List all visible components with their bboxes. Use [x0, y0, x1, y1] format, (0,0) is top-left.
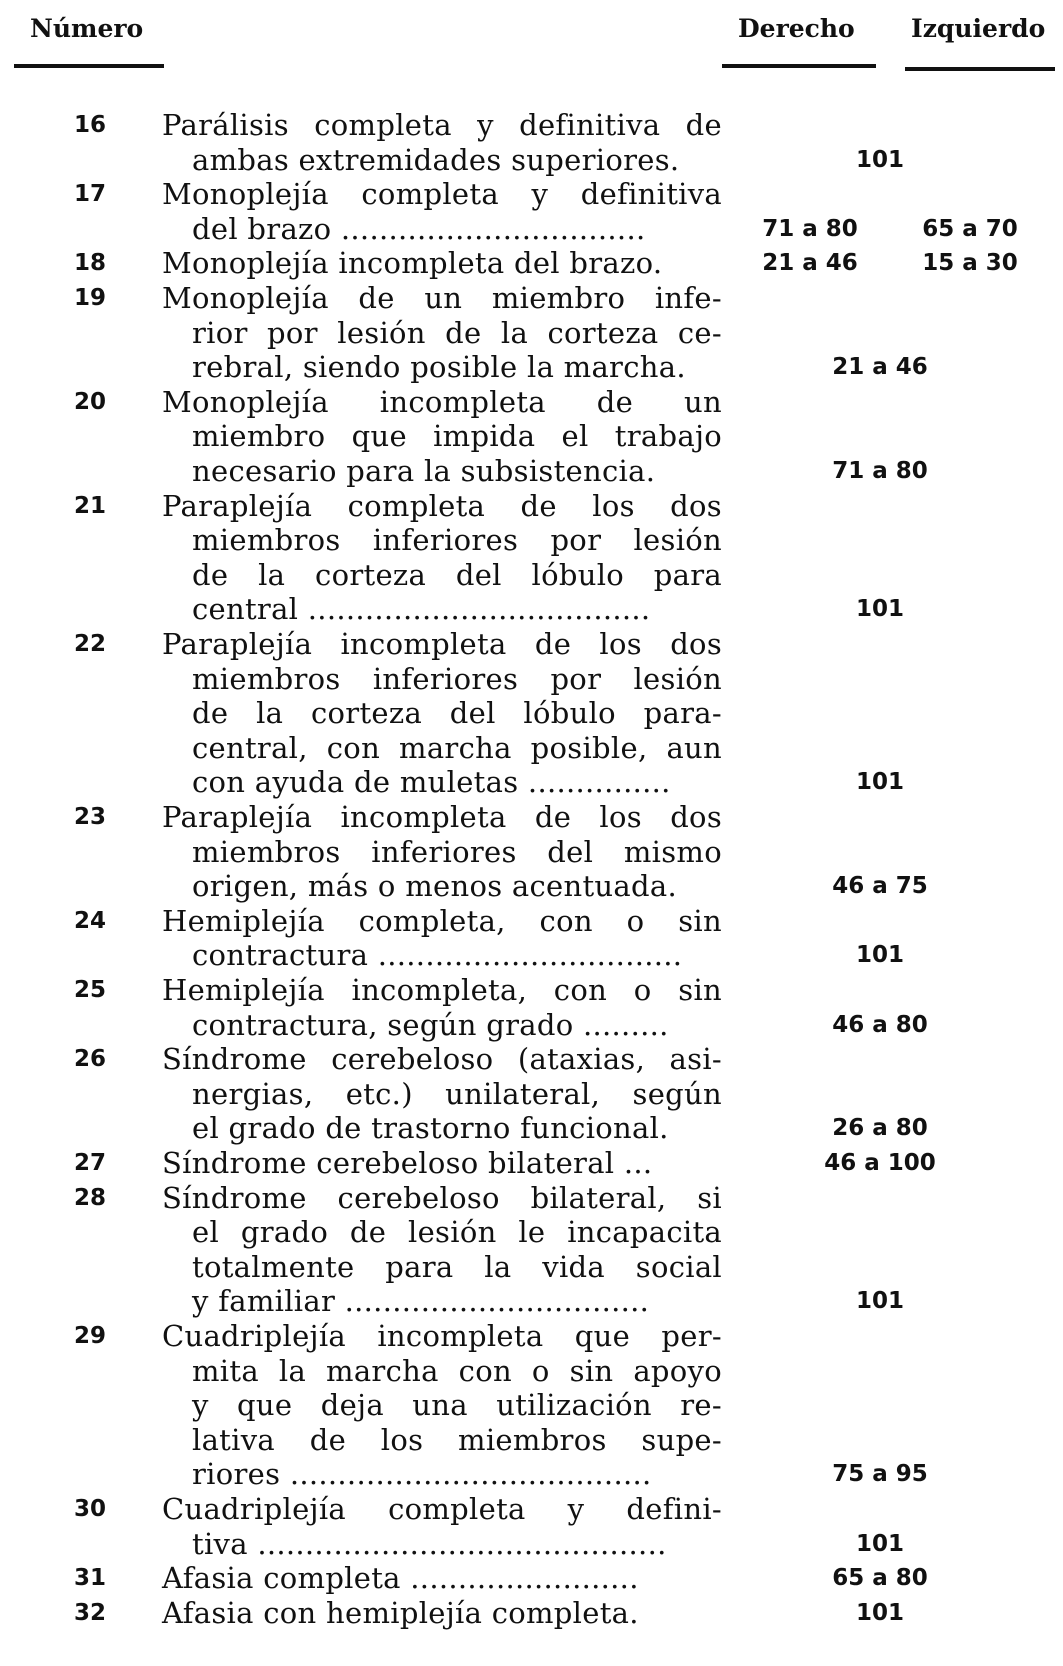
- percentage-value: 101: [855, 596, 904, 623]
- table-row: [0, 1181, 1063, 1319]
- row-description: [162, 800, 722, 904]
- percentage-value: 75 a 95: [832, 1461, 928, 1488]
- description-line: Afasia con hemiplejía completa.: [162, 1595, 639, 1630]
- row-description: [162, 1596, 722, 1631]
- row-description: [162, 489, 722, 627]
- description-line: nergias, etc.) unilateral, según: [192, 1076, 722, 1111]
- description-line: Hemiplejía completa, con o sin: [162, 903, 722, 938]
- header-rule-derecho: [722, 64, 876, 68]
- percentage-value: 101: [855, 146, 904, 173]
- header-rule-numero: [14, 64, 164, 68]
- row-number: 26: [73, 1046, 106, 1073]
- description-line: miembro que impida el trabajo: [192, 419, 722, 454]
- row-number: 30: [73, 1495, 106, 1522]
- table-row: [0, 1492, 1063, 1561]
- column-header-izquierdo: Izquierdo: [911, 14, 1046, 43]
- row-number: 18: [73, 250, 106, 277]
- percentage-value: 101: [855, 942, 904, 969]
- description-line: contractura, según grado .........: [192, 1007, 669, 1042]
- percentage-value: 46 a 80: [832, 1011, 928, 1038]
- row-number: 16: [73, 112, 106, 138]
- description-line: totalmente para la vida social: [192, 1249, 722, 1284]
- description-line: origen, más o menos acentuada.: [192, 869, 677, 904]
- izquierdo-value: 15 a 30: [922, 250, 1018, 277]
- row-description: [162, 281, 722, 385]
- description-line: Monoplejía de un miembro infe-: [162, 280, 722, 315]
- derecho-value: 21 a 46: [762, 250, 858, 277]
- percentage-value: 21 a 46: [832, 354, 928, 381]
- percentage-value: 46 a 100: [824, 1149, 936, 1176]
- table-row: [0, 1596, 1063, 1631]
- disability-table: [0, 108, 1063, 1630]
- table-row: [0, 1042, 1063, 1146]
- header-rule-izquierdo: [905, 67, 1055, 71]
- description-line: ambas extremidades superiores.: [192, 142, 680, 177]
- description-line: mita la marcha con o sin apoyo: [192, 1353, 722, 1388]
- description-line: Paraplejía incompleta de los dos: [162, 626, 722, 661]
- table-row: [0, 1319, 1063, 1492]
- row-number: 24: [73, 907, 106, 934]
- row-number: 29: [73, 1322, 106, 1349]
- table-row: [0, 281, 1063, 385]
- row-description: [162, 1561, 722, 1596]
- table-row: [0, 973, 1063, 1042]
- table-row: [0, 904, 1063, 973]
- row-description: [162, 973, 722, 1042]
- row-number: 21: [73, 492, 106, 519]
- percentage-value: 26 a 80: [832, 1115, 928, 1142]
- table-row: [0, 800, 1063, 904]
- row-number: 23: [73, 803, 106, 830]
- table-row: [0, 1561, 1063, 1596]
- percentage-value: 101: [855, 1599, 904, 1626]
- table-row: [0, 385, 1063, 489]
- percentage-value: 101: [855, 769, 904, 796]
- description-line: Paraplejía completa de los dos: [162, 488, 722, 523]
- table-row: [0, 627, 1063, 800]
- row-description: [162, 627, 722, 800]
- description-line: central, con marcha posible, aun: [192, 730, 722, 765]
- row-number: 31: [73, 1565, 106, 1592]
- table-row: [0, 246, 1063, 281]
- row-description: [162, 904, 722, 973]
- percentage-value: 101: [855, 1530, 904, 1557]
- row-number: 22: [73, 630, 106, 657]
- description-line: rior por lesión de la corteza ce-: [192, 315, 722, 350]
- row-number: 17: [73, 181, 106, 208]
- percentage-value: 46 a 75: [832, 873, 928, 900]
- row-description: [162, 108, 722, 177]
- description-line: tiva ...........................................: [192, 1526, 667, 1561]
- row-number: 27: [73, 1149, 106, 1176]
- row-number: 28: [73, 1184, 106, 1211]
- description-line: del brazo ................................: [192, 211, 646, 246]
- description-line: necesario para la subsistencia.: [192, 453, 656, 488]
- description-line: rebral, siendo posible la marcha.: [192, 350, 686, 385]
- description-line: y familiar ................................: [192, 1284, 650, 1319]
- row-description: [162, 246, 722, 281]
- description-line: con ayuda de muletas ...............: [192, 765, 671, 800]
- description-line: riores ......................................: [192, 1457, 652, 1492]
- description-line: contractura ................................: [192, 938, 683, 973]
- description-line: miembros inferiores por lesión: [192, 661, 722, 696]
- description-line: Hemiplejía incompleta, con o sin: [162, 972, 722, 1007]
- row-description: [162, 1146, 722, 1181]
- row-description: [162, 1042, 722, 1146]
- table-row: [0, 177, 1063, 246]
- row-description: [162, 1492, 722, 1561]
- description-line: de la corteza del lóbulo para-: [192, 696, 722, 731]
- description-line: miembros inferiores por lesión: [192, 523, 722, 558]
- description-line: de la corteza del lóbulo para: [192, 557, 722, 592]
- description-line: Cuadriplejía incompleta que per-: [162, 1318, 722, 1353]
- row-number: 25: [73, 976, 106, 1003]
- izquierdo-value: 65 a 70: [922, 215, 1018, 242]
- description-line: Síndrome cerebeloso (ataxias, asi-: [162, 1042, 722, 1077]
- description-line: Afasia completa ........................: [162, 1561, 639, 1596]
- description-line: Monoplejía completa y definitiva: [162, 177, 722, 212]
- description-line: central ....................................: [192, 592, 651, 627]
- description-line: Monoplejía incompleta de un: [162, 384, 722, 419]
- description-line: lativa de los miembros supe-: [192, 1422, 722, 1457]
- row-number: 20: [73, 388, 106, 415]
- row-number: 19: [73, 284, 106, 311]
- table-row: [0, 489, 1063, 627]
- table-row: [0, 1146, 1063, 1181]
- row-description: [162, 177, 722, 246]
- percentage-value: 71 a 80: [832, 457, 928, 484]
- row-number: 32: [73, 1599, 106, 1626]
- table-row: [0, 108, 1063, 177]
- row-description: [162, 1181, 722, 1319]
- description-line: el grado de trastorno funcional.: [192, 1111, 669, 1146]
- row-description: [162, 1319, 722, 1492]
- description-line: Paraplejía incompleta de los dos: [162, 799, 722, 834]
- description-line: Síndrome cerebeloso bilateral, si: [162, 1180, 722, 1215]
- percentage-value: 65 a 80: [832, 1565, 928, 1592]
- percentage-value: 101: [855, 1288, 904, 1315]
- derecho-value: 71 a 80: [762, 215, 858, 242]
- column-header-numero: Número: [30, 14, 144, 43]
- description-line: Síndrome cerebeloso bilateral ...: [162, 1145, 653, 1180]
- row-description: [162, 385, 722, 489]
- description-line: y que deja una utilización re-: [192, 1388, 722, 1423]
- description-line: Parálisis completa y definitiva de: [162, 108, 722, 142]
- column-header-derecho: Derecho: [738, 14, 855, 43]
- description-line: Cuadriplejía completa y defini-: [162, 1491, 722, 1526]
- description-line: el grado de lesión le incapacita: [192, 1215, 722, 1250]
- description-line: Monoplejía incompleta del brazo.: [162, 246, 663, 281]
- description-line: miembros inferiores del mismo: [192, 834, 722, 869]
